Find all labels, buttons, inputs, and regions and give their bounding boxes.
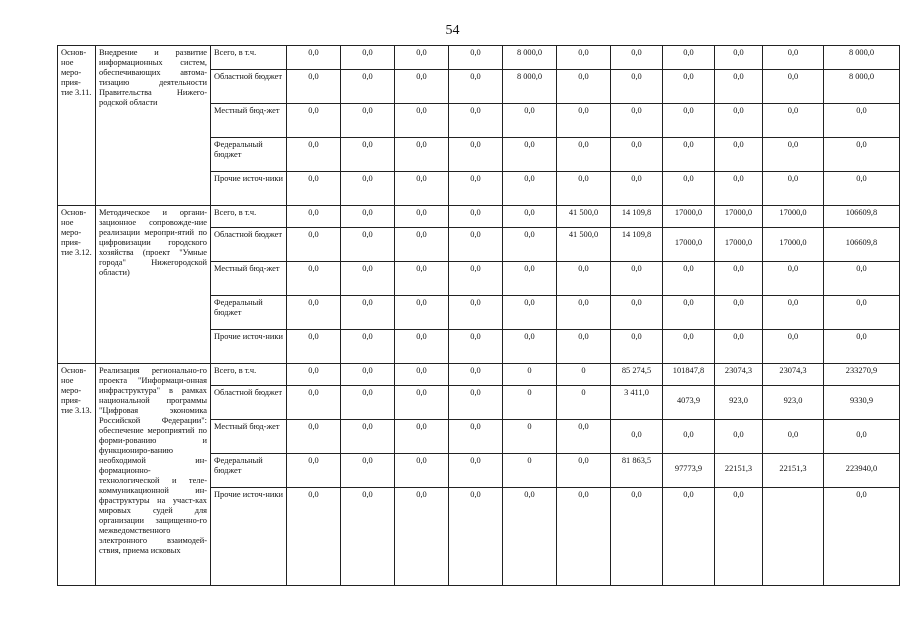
value-cell: 0,0 <box>763 296 824 330</box>
value-cell: 0,0 <box>763 420 824 454</box>
value-cell: 0,0 <box>611 296 663 330</box>
value-cell: 0,0 <box>557 104 611 138</box>
value-cell: 0,0 <box>557 420 611 454</box>
funding-source: Всего, в т.ч. <box>211 364 287 386</box>
value-cell: 0,0 <box>449 420 503 454</box>
value-cell: 3 411,0 <box>611 386 663 420</box>
value-cell: 0,0 <box>663 104 715 138</box>
value-cell: 0 <box>503 420 557 454</box>
value-cell: 0,0 <box>287 228 341 262</box>
value-cell: 0,0 <box>824 420 900 454</box>
value-cell: 0,0 <box>449 364 503 386</box>
value-cell: 0,0 <box>449 228 503 262</box>
value-cell: 0,0 <box>503 104 557 138</box>
value-cell: 0,0 <box>824 172 900 206</box>
value-cell: 0,0 <box>715 488 763 586</box>
value-cell: 17000,0 <box>763 206 824 228</box>
value-cell: 0,0 <box>341 364 395 386</box>
value-cell: 0,0 <box>395 172 449 206</box>
value-cell: 0,0 <box>395 46 449 70</box>
value-cell: 0,0 <box>557 330 611 364</box>
value-cell: 0,0 <box>663 172 715 206</box>
value-cell: 0,0 <box>395 488 449 586</box>
funding-source: Местный бюд-жет <box>211 420 287 454</box>
value-cell: 0,0 <box>715 420 763 454</box>
value-cell: 0,0 <box>395 364 449 386</box>
funding-source: Местный бюд-жет <box>211 104 287 138</box>
value-cell: 0,0 <box>287 364 341 386</box>
value-cell: 0,0 <box>763 262 824 296</box>
value-cell: 0,0 <box>395 386 449 420</box>
value-cell: 0,0 <box>341 46 395 70</box>
value-cell: 0,0 <box>503 488 557 586</box>
value-cell: 233270,9 <box>824 364 900 386</box>
funding-source: Местный бюд-жет <box>211 262 287 296</box>
activity-code: Основ-ное меро-прия-тие 3.13. <box>58 364 96 586</box>
value-cell: 0,0 <box>395 420 449 454</box>
value-cell: 101847,8 <box>663 364 715 386</box>
value-cell: 0,0 <box>763 172 824 206</box>
value-cell: 9330,9 <box>824 386 900 420</box>
value-cell: 17000,0 <box>663 228 715 262</box>
activity-code: Основ-ное меро-прия-тие 3.12. <box>58 206 96 364</box>
value-cell: 0,0 <box>824 330 900 364</box>
value-cell: 81 863,5 <box>611 454 663 488</box>
activity-code: Основ-ное меро-прия-тие 3.11. <box>58 46 96 206</box>
value-cell: 106609,8 <box>824 228 900 262</box>
value-cell: 0,0 <box>663 138 715 172</box>
value-cell: 0,0 <box>395 104 449 138</box>
value-cell: 0,0 <box>557 138 611 172</box>
value-cell: 0,0 <box>715 262 763 296</box>
value-cell: 0,0 <box>341 420 395 454</box>
value-cell: 8 000,0 <box>824 70 900 104</box>
funding-source: Всего, в т.ч. <box>211 206 287 228</box>
value-cell: 8 000,0 <box>824 46 900 70</box>
value-cell: 0,0 <box>449 138 503 172</box>
value-cell: 0 <box>503 454 557 488</box>
value-cell: 22151,3 <box>715 454 763 488</box>
funding-source: Областной бюджет <box>211 386 287 420</box>
table-row <box>58 46 900 70</box>
value-cell: 23074,3 <box>715 364 763 386</box>
value-cell: 0,0 <box>341 104 395 138</box>
value-cell: 97773,9 <box>663 454 715 488</box>
funding-source: Областной бюджет <box>211 228 287 262</box>
funding-source: Прочие источ-ники <box>211 488 287 586</box>
table-row <box>58 364 900 386</box>
page-number: 54 <box>445 23 460 38</box>
value-cell: 0,0 <box>341 488 395 586</box>
value-cell: 0,0 <box>824 488 900 586</box>
value-cell: 14 109,8 <box>611 206 663 228</box>
value-cell: 0,0 <box>287 206 341 228</box>
value-cell: 223940,0 <box>824 454 900 488</box>
value-cell: 17000,0 <box>763 228 824 262</box>
value-cell: 0,0 <box>763 138 824 172</box>
value-cell: 0,0 <box>763 46 824 70</box>
value-cell: 17000,0 <box>715 206 763 228</box>
value-cell: 41 500,0 <box>557 228 611 262</box>
value-cell: 0,0 <box>287 296 341 330</box>
value-cell: 0,0 <box>611 70 663 104</box>
value-cell: 0,0 <box>557 488 611 586</box>
value-cell: 0,0 <box>663 46 715 70</box>
value-cell: 0,0 <box>395 138 449 172</box>
value-cell: 0,0 <box>557 172 611 206</box>
value-cell: 0,0 <box>395 454 449 488</box>
value-cell: 0,0 <box>663 330 715 364</box>
value-cell: 0,0 <box>715 138 763 172</box>
value-cell: 0,0 <box>341 330 395 364</box>
value-cell: 0,0 <box>395 228 449 262</box>
value-cell: 0,0 <box>287 386 341 420</box>
value-cell: 14 109,8 <box>611 228 663 262</box>
value-cell: 0,0 <box>449 386 503 420</box>
value-cell: 0,0 <box>503 228 557 262</box>
value-cell: 0,0 <box>557 454 611 488</box>
funding-source: Федеральный бюджет <box>211 296 287 330</box>
funding-source: Прочие источ-ники <box>211 330 287 364</box>
value-cell: 0,0 <box>763 70 824 104</box>
value-cell <box>763 488 824 586</box>
budget-table <box>57 45 900 586</box>
value-cell: 0,0 <box>449 46 503 70</box>
value-cell: 0 <box>557 386 611 420</box>
value-cell: 0,0 <box>611 488 663 586</box>
value-cell: 0,0 <box>395 262 449 296</box>
value-cell: 0,0 <box>824 262 900 296</box>
value-cell: 0,0 <box>341 70 395 104</box>
value-cell: 0,0 <box>341 454 395 488</box>
value-cell: 0,0 <box>341 206 395 228</box>
value-cell: 4073,9 <box>663 386 715 420</box>
value-cell: 0,0 <box>287 262 341 296</box>
value-cell: 0,0 <box>715 104 763 138</box>
value-cell: 0,0 <box>503 172 557 206</box>
value-cell: 0,0 <box>663 296 715 330</box>
funding-source: Прочие источ-ники <box>211 172 287 206</box>
value-cell: 0,0 <box>715 172 763 206</box>
value-cell: 923,0 <box>715 386 763 420</box>
value-cell: 0,0 <box>663 488 715 586</box>
value-cell: 0,0 <box>287 172 341 206</box>
value-cell: 0,0 <box>715 46 763 70</box>
value-cell: 0,0 <box>449 104 503 138</box>
value-cell: 0,0 <box>503 206 557 228</box>
value-cell: 0,0 <box>341 262 395 296</box>
value-cell: 0,0 <box>395 296 449 330</box>
value-cell: 0,0 <box>611 172 663 206</box>
value-cell: 0 <box>503 364 557 386</box>
funding-source: Областной бюджет <box>211 70 287 104</box>
value-cell: 17000,0 <box>715 228 763 262</box>
value-cell: 0,0 <box>287 104 341 138</box>
value-cell: 0,0 <box>763 330 824 364</box>
value-cell: 0,0 <box>449 488 503 586</box>
value-cell: 0,0 <box>395 70 449 104</box>
activity-name: Методическое и органи-зационное сопровожде-ние реализации меропри-ятий по цифровизации городского хозяйства (проект "Умные города" Нижегородской области) <box>96 206 211 364</box>
value-cell: 0,0 <box>287 46 341 70</box>
value-cell: 0,0 <box>341 228 395 262</box>
value-cell: 0,0 <box>341 386 395 420</box>
funding-source: Всего, в т.ч. <box>211 46 287 70</box>
value-cell: 0,0 <box>287 488 341 586</box>
value-cell: 0,0 <box>449 262 503 296</box>
value-cell: 8 000,0 <box>503 46 557 70</box>
value-cell: 23074,3 <box>763 364 824 386</box>
value-cell: 0,0 <box>287 70 341 104</box>
value-cell: 0,0 <box>287 138 341 172</box>
value-cell: 0,0 <box>503 330 557 364</box>
value-cell: 0,0 <box>449 70 503 104</box>
value-cell: 0,0 <box>557 296 611 330</box>
value-cell: 0,0 <box>824 296 900 330</box>
value-cell: 0,0 <box>341 138 395 172</box>
value-cell: 0,0 <box>611 420 663 454</box>
value-cell: 0,0 <box>449 206 503 228</box>
value-cell: 22151,3 <box>763 454 824 488</box>
value-cell: 106609,8 <box>824 206 900 228</box>
value-cell: 0,0 <box>611 138 663 172</box>
value-cell: 0,0 <box>449 172 503 206</box>
value-cell: 0,0 <box>287 454 341 488</box>
value-cell: 0,0 <box>395 206 449 228</box>
value-cell: 0,0 <box>287 420 341 454</box>
value-cell: 0,0 <box>715 330 763 364</box>
activity-name: Внедрение и развитие информационных систем, обеспечивающих автома-тизацию деятельности Правительства Нижего-родской области <box>96 46 211 206</box>
value-cell: 0,0 <box>557 262 611 296</box>
value-cell: 85 274,5 <box>611 364 663 386</box>
value-cell: 0,0 <box>824 138 900 172</box>
value-cell: 0,0 <box>663 262 715 296</box>
value-cell: 0,0 <box>611 46 663 70</box>
value-cell: 0,0 <box>341 296 395 330</box>
value-cell: 0,0 <box>763 104 824 138</box>
value-cell: 0,0 <box>449 296 503 330</box>
value-cell: 0 <box>557 364 611 386</box>
value-cell: 0,0 <box>715 70 763 104</box>
value-cell: 0,0 <box>611 262 663 296</box>
value-cell: 17000,0 <box>663 206 715 228</box>
value-cell: 0,0 <box>449 330 503 364</box>
table-body <box>58 46 900 586</box>
value-cell: 8 000,0 <box>503 70 557 104</box>
value-cell: 0,0 <box>395 330 449 364</box>
funding-source: Федеральный бюджет <box>211 138 287 172</box>
value-cell: 0,0 <box>663 70 715 104</box>
value-cell: 0,0 <box>557 46 611 70</box>
value-cell: 0 <box>503 386 557 420</box>
table-row <box>58 206 900 228</box>
activity-name: Реализация регионально-го проекта "Информаци-онная инфраструктура" в рамках национальной программы "Цифровая экономика Российской Федерации": обеспечение мероприятий по форми-рованию и функциониро-ванию необходимой ин-формационно-технологической и теле-коммуникационной ин-фраструктуры на участ-ках мировых судей для организации защищенно-го межведомственного электронного взаимодей-ствия, приема исковых <box>96 364 211 586</box>
value-cell: 0,0 <box>824 104 900 138</box>
value-cell: 0,0 <box>663 420 715 454</box>
value-cell: 41 500,0 <box>557 206 611 228</box>
value-cell: 0,0 <box>449 454 503 488</box>
value-cell: 0,0 <box>503 262 557 296</box>
value-cell: 0,0 <box>503 296 557 330</box>
value-cell: 0,0 <box>341 172 395 206</box>
value-cell: 0,0 <box>557 70 611 104</box>
value-cell: 0,0 <box>503 138 557 172</box>
value-cell: 0,0 <box>611 104 663 138</box>
value-cell: 923,0 <box>763 386 824 420</box>
value-cell: 0,0 <box>611 330 663 364</box>
value-cell: 0,0 <box>287 330 341 364</box>
funding-source: Федеральный бюджет <box>211 454 287 488</box>
value-cell: 0,0 <box>715 296 763 330</box>
